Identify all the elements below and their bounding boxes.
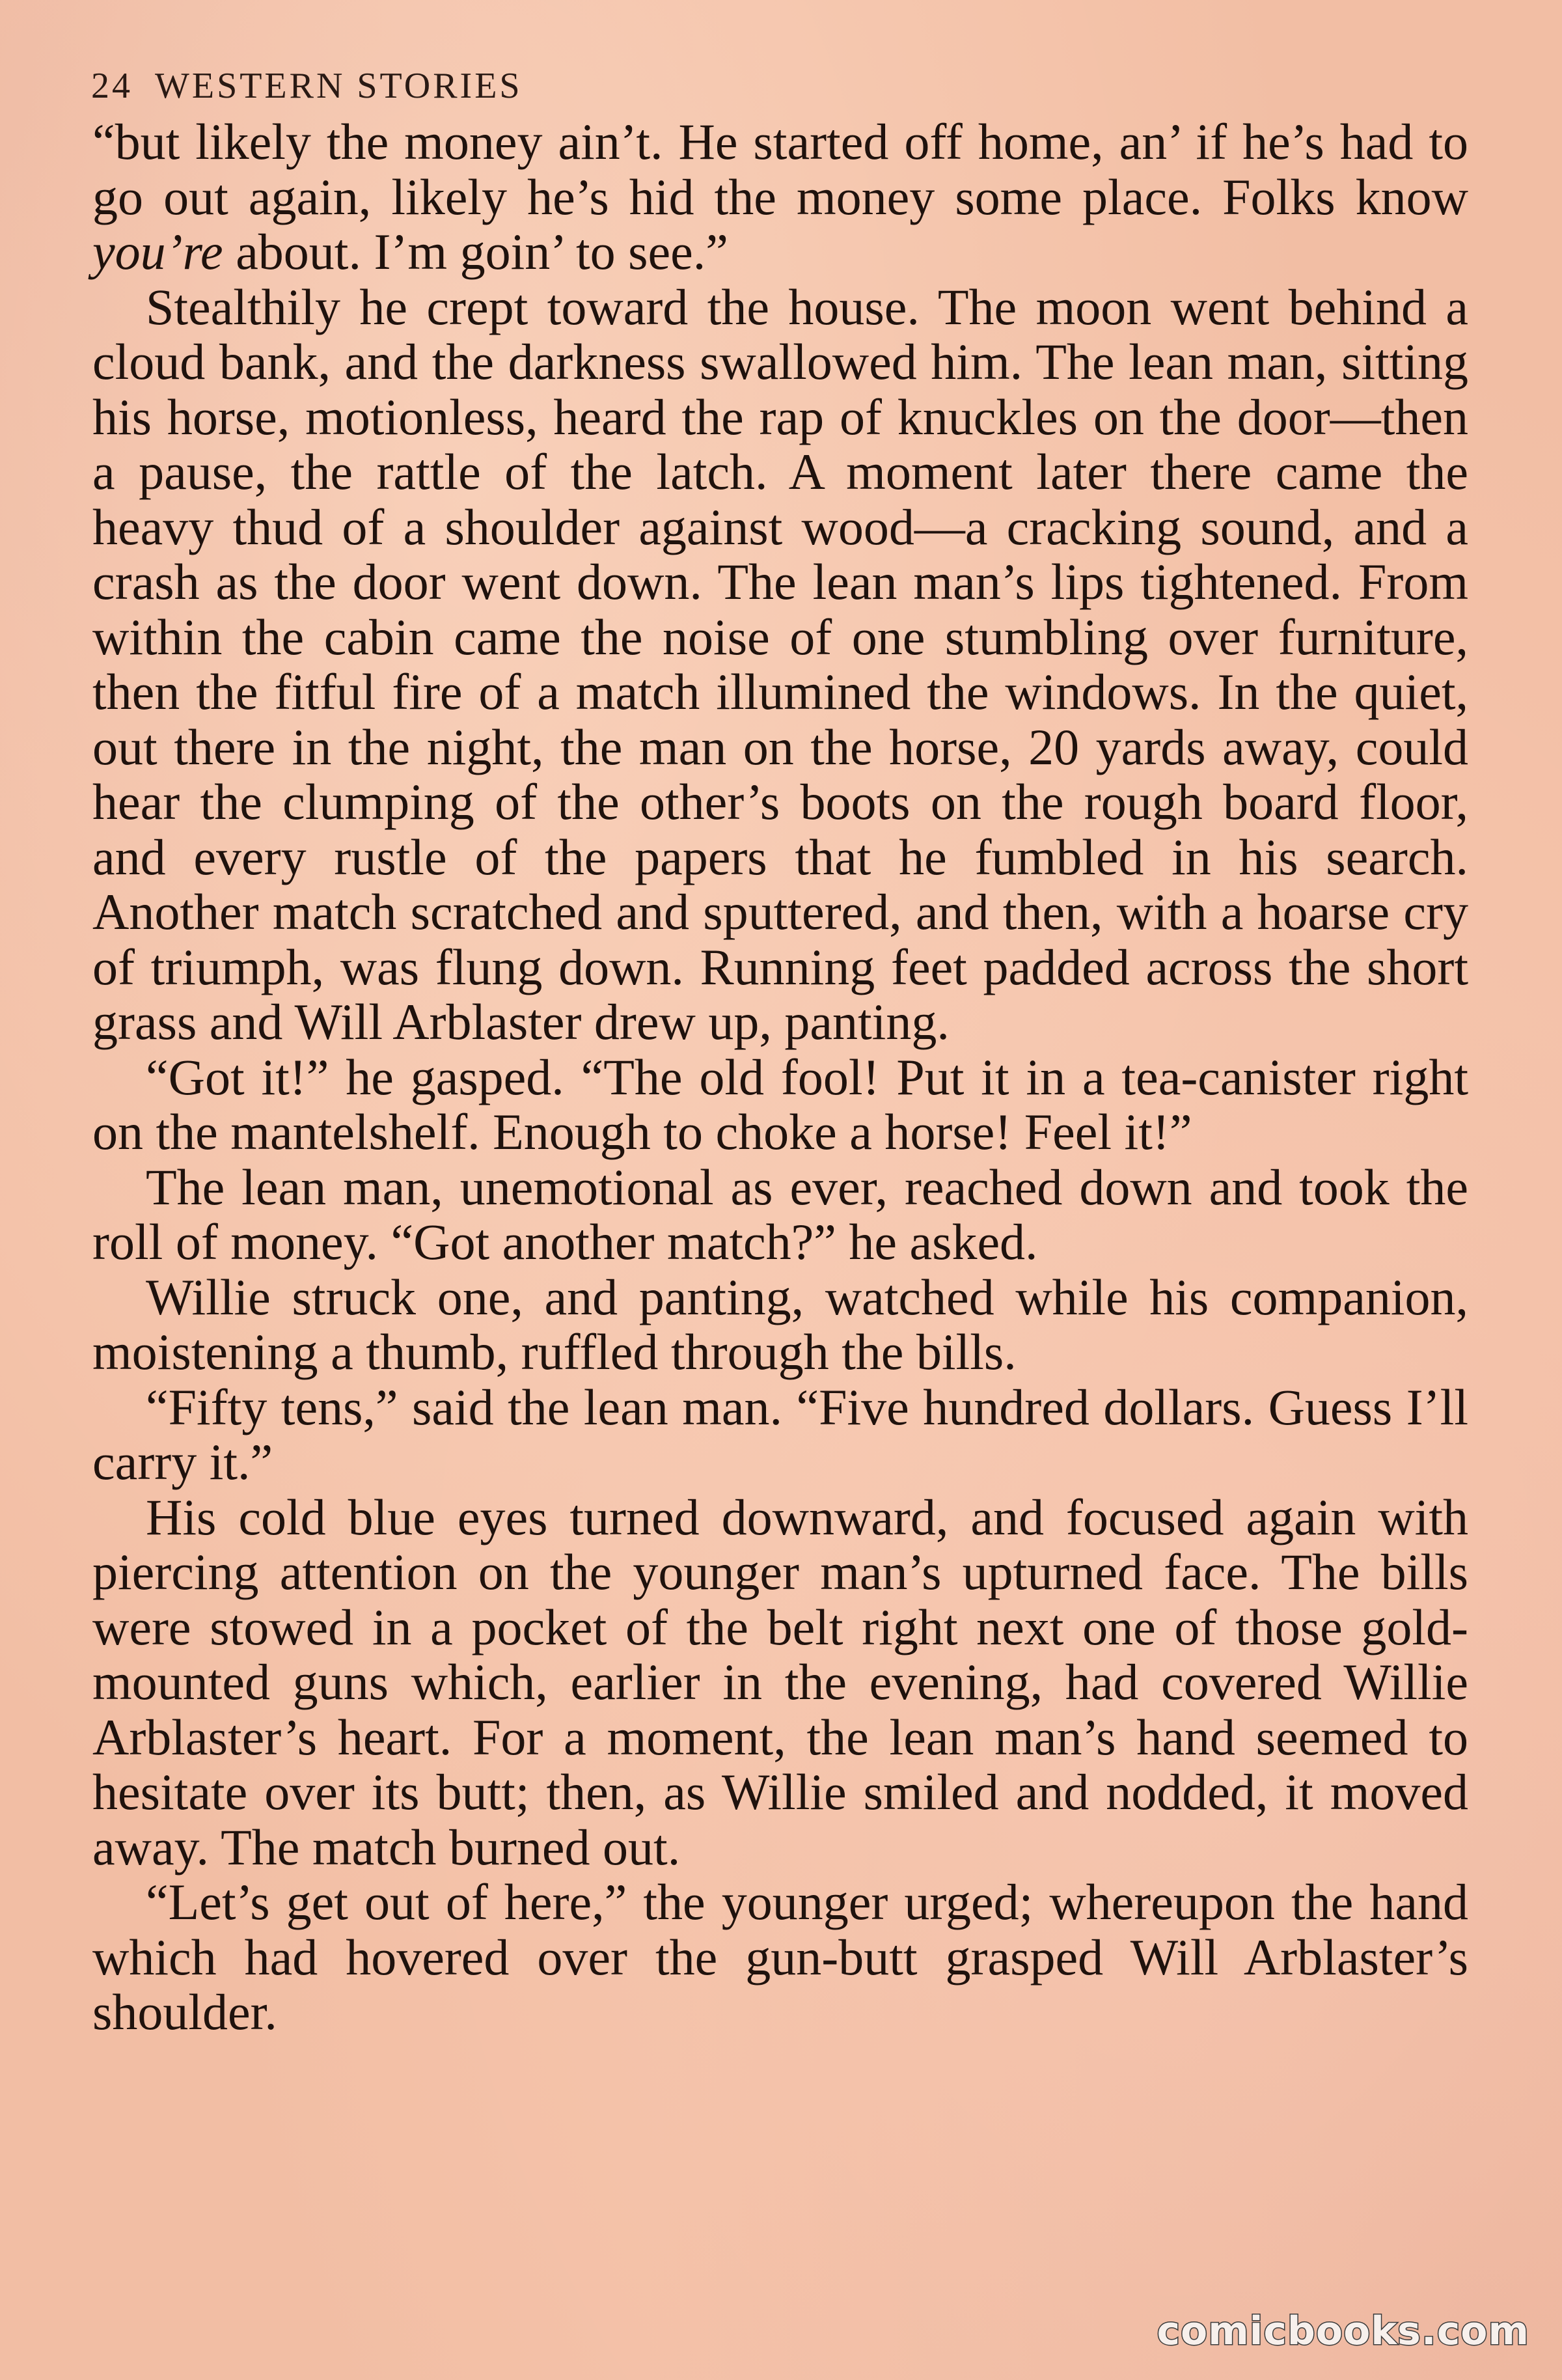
paragraph-4: The lean man, unemotional as ever, reached down and took the roll of money. “Got another match?” he asked. bbox=[92, 1158, 1468, 1270]
paragraph-1-text-a: “but likely the money ain’t. He started off home, an’ if he’s had to go out again, likely he’s hid the money some place. Folks know bbox=[92, 113, 1468, 225]
paragraph-1-text-b: about. I’m goin’ to see.” bbox=[223, 223, 728, 280]
site-watermark: comicbooks.com bbox=[1157, 2308, 1529, 2354]
paragraph-5: Willie struck one, and panting, watched while his companion, moistening a thumb, ruffled through the bills. bbox=[92, 1268, 1468, 1380]
running-head bbox=[91, 68, 523, 104]
paragraph-1-italic: you’re bbox=[92, 223, 223, 280]
paragraph-7: His cold blue eyes turned downward, and focused again with piercing attention on the younger man’s upturned face. The bills were stowed in a pocket of the belt right next one of those gold-mounted guns which, earlier in the evening, had covered Willie Arblaster’s heart. For a moment, the lean man’s hand seemed to hesitate over its butt; then, as Willie smiled and nodded, it moved away. The match burned out. bbox=[92, 1488, 1468, 1875]
paragraph-8: “Let’s get out of here,” the younger urged; whereupon the hand which had hovered over the gun-butt grasped Will Arblaster’s shoulder. bbox=[92, 1874, 1468, 2040]
paragraph-6: “Fifty tens,” said the lean man. “Five hundred dollars. Guess I’ll carry it.” bbox=[92, 1378, 1468, 1490]
paragraph-2: Stealthily he crept toward the house. The moon went behind a cloud bank, and the darkness swallowed him. The lean man, sitting his horse, motionless, heard the rap of knuckles on the door—then a pause, the rattle of the latch. A moment later there came the heavy thud of a shoulder against wood—a cracking sound, and a crash as the door went down. The lean man’s lips tightened. From within the cabin came the noise of one stumbling over furniture, then the fitful fire of a match illumined the windows. In the quiet, out there in the night, the man on the horse, 20 yards away, could hear the clumping of the other’s boots on the rough board floor, and every rustle of the papers that he fumbled in his search. Another match scratched and sputtered, and then, with a hoarse cry of triumph, was flung down. Running feet padded across the short grass and Will Arblaster drew up, panting. bbox=[92, 278, 1468, 1050]
paragraph-1 bbox=[92, 115, 1468, 280]
paragraph-3: “Got it!” he gasped. “The old fool! Put it in a tea-canister right on the mantelshelf. Enough to choke a horse! Feel it!” bbox=[92, 1048, 1468, 1160]
story-text bbox=[92, 115, 1468, 2040]
page-number: 24 bbox=[91, 66, 133, 106]
running-title: WESTERN STORIES bbox=[155, 66, 523, 106]
